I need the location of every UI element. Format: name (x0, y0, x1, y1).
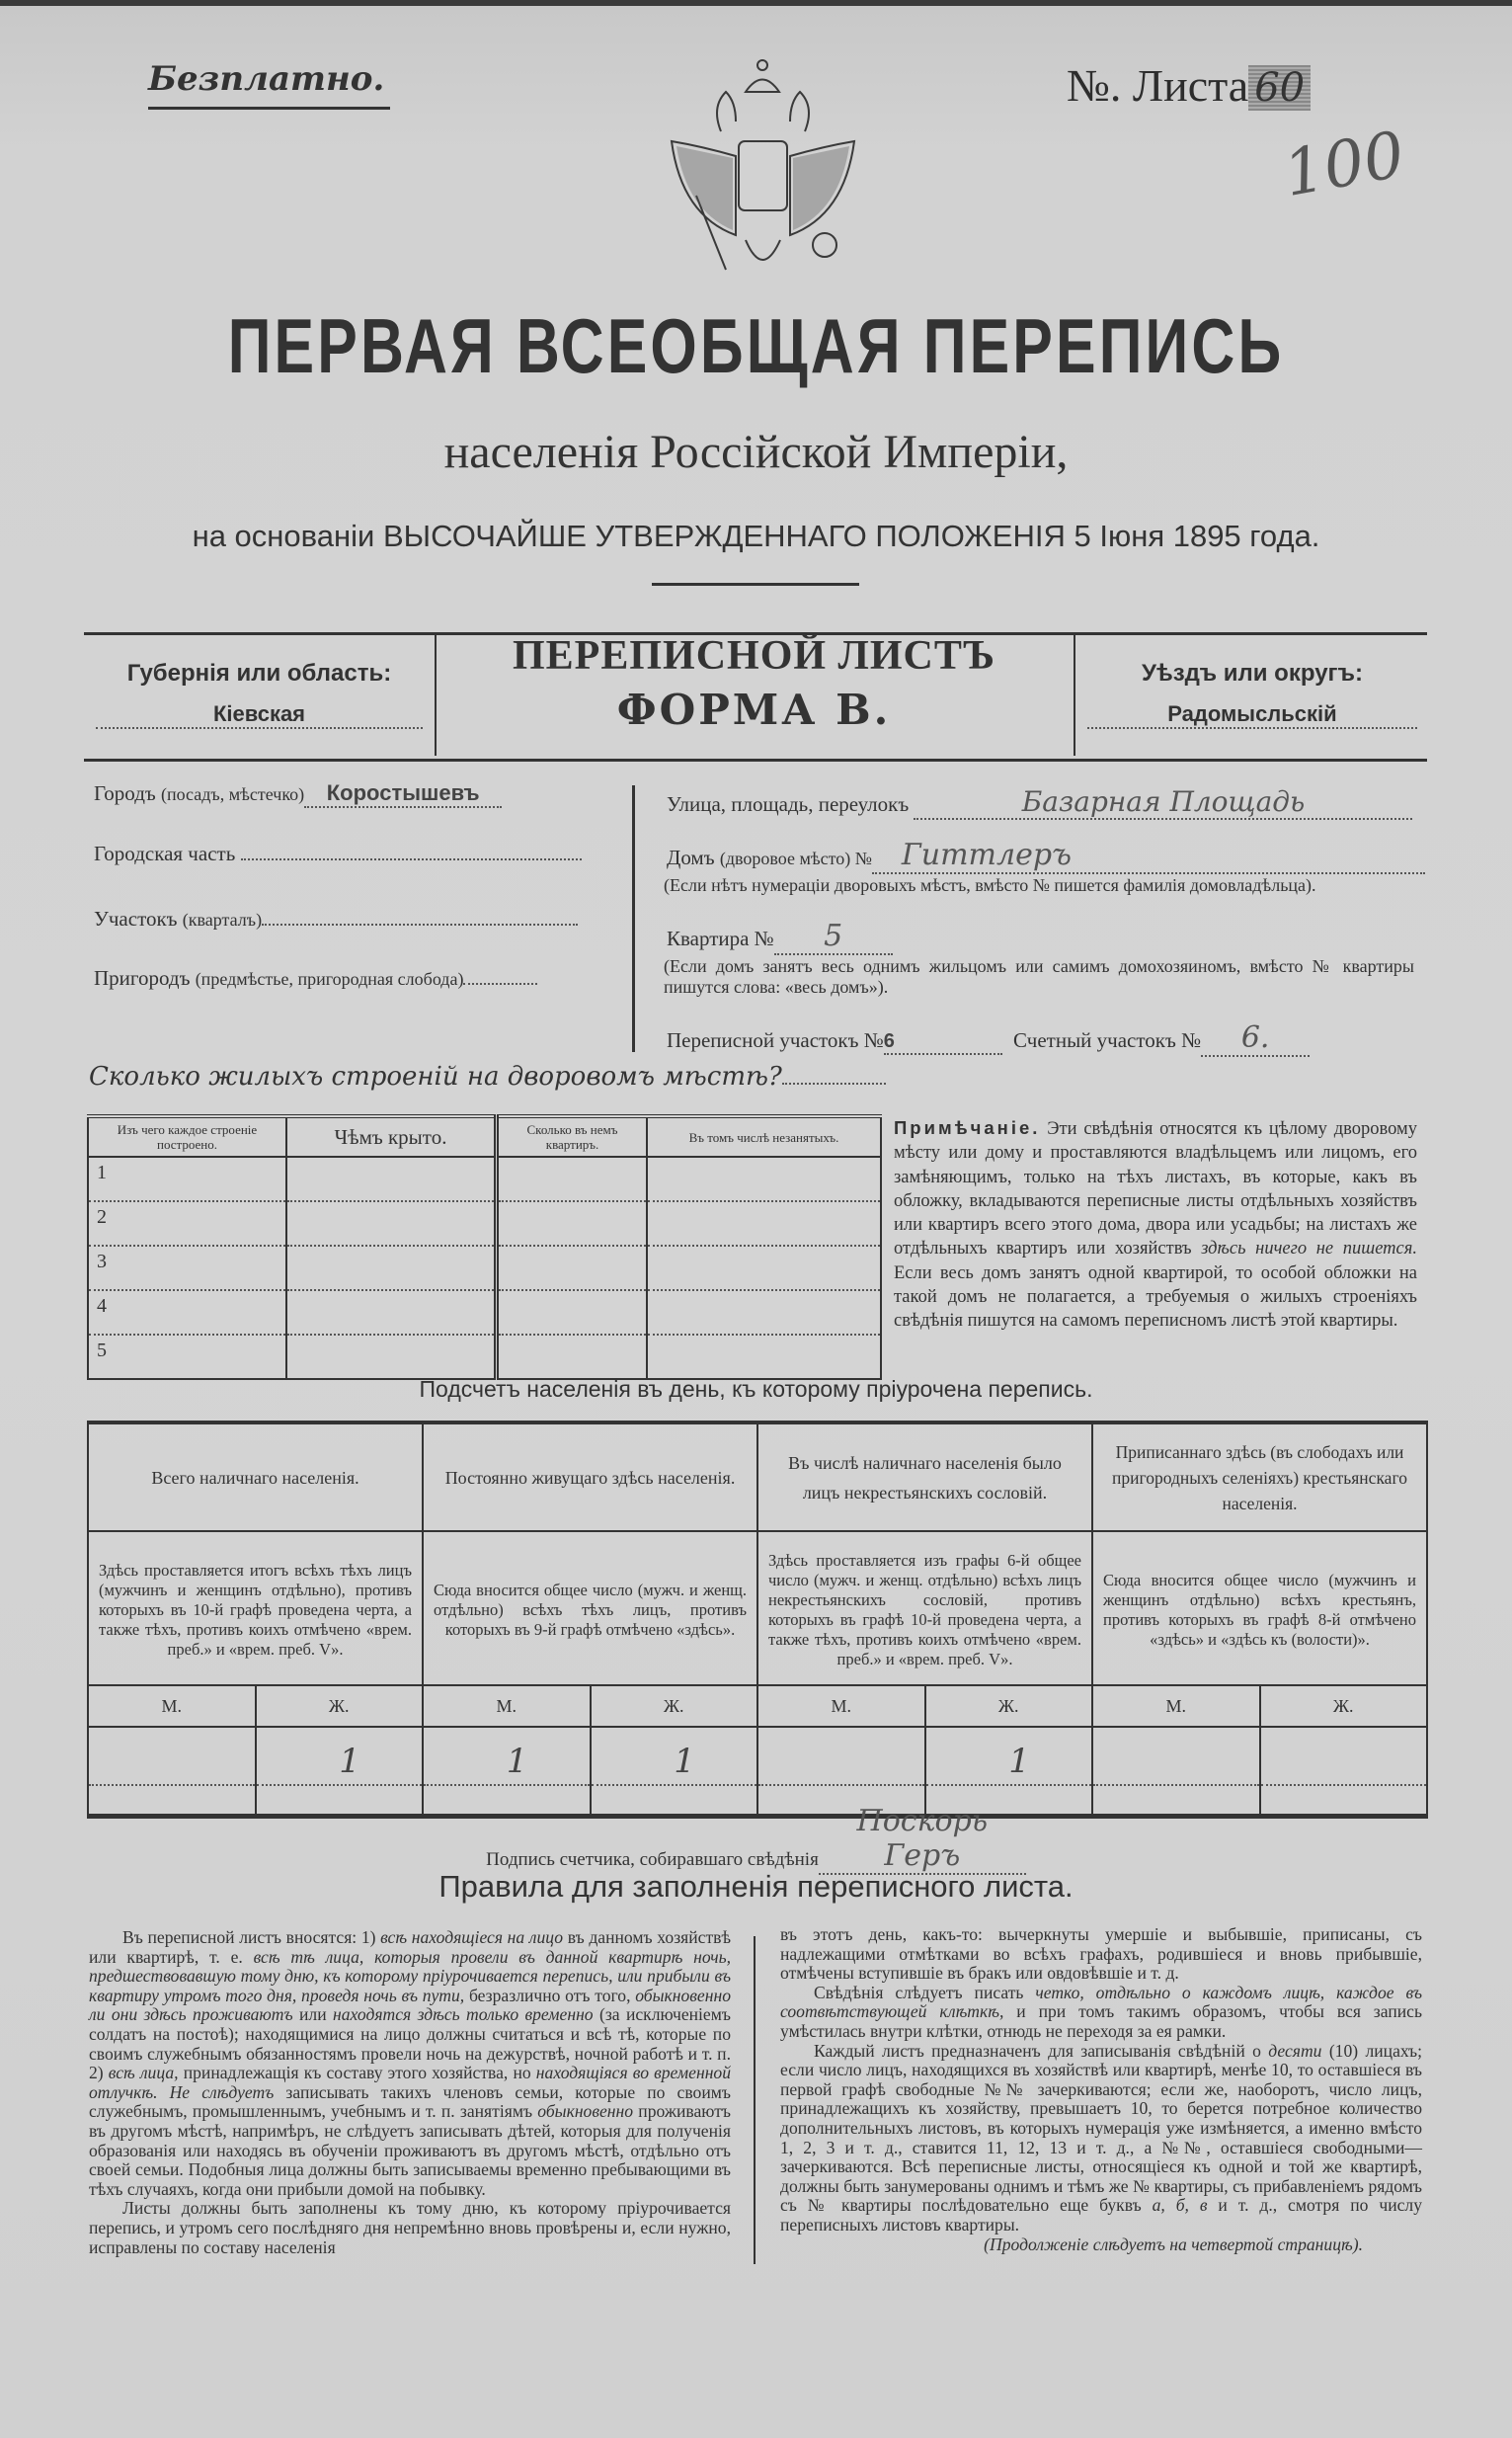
rules-paragraph (89, 1928, 731, 2199)
count-district-label: Счетный участокъ № (1013, 1028, 1202, 1052)
total-female-value: 1 (339, 1742, 360, 1781)
street-field[interactable] (914, 785, 1412, 820)
buildings-note (894, 1116, 1417, 1334)
district-cell (1074, 632, 1429, 756)
street-label: Улица, площадь, переулокъ (667, 792, 910, 816)
census-district-field[interactable] (884, 1028, 1002, 1055)
group-peasant-heading: Приписаннаго здѣсь (въ слободахъ или пригородныхъ селеніяхъ) крестьянскаго населенія. (1092, 1422, 1427, 1531)
buildings-table (87, 1114, 882, 1380)
note-text-italic: здѣсь ничего не пишется. (1201, 1239, 1417, 1260)
city-part-row (94, 842, 582, 866)
row-2-vacant[interactable] (647, 1201, 881, 1246)
text-italic: всѣ тѣ лица, которыя провели въ данной квартирѣ ночь, предшествовавшую тому дню, къ которому пріурочивается перепись, или прибыли въ квартиру утромъ того дня, проведя ночь въ пути, (89, 1946, 731, 2005)
rules-title: Правила для заполненія переписного листа. (438, 1869, 1074, 1904)
row-number: 4 (97, 1295, 107, 1317)
tail (746, 240, 780, 260)
row-number: 3 (97, 1251, 107, 1272)
group-descriptions-row (88, 1531, 1427, 1685)
table-row (88, 1290, 881, 1335)
female-label: Ж. (925, 1685, 1093, 1727)
sex-labels-row (88, 1685, 1427, 1727)
house-label: Домъ (667, 846, 715, 869)
double-headed-eagle-icon (652, 47, 874, 284)
city-part-label: Городская часть (94, 842, 236, 865)
male-label: М. (757, 1685, 925, 1727)
row-2-apartments[interactable] (497, 1201, 648, 1246)
handwritten-note: 100 (1278, 118, 1410, 212)
apartment-row (667, 919, 893, 955)
rules-right-column (780, 1925, 1422, 2254)
free-of-charge-label: Безплатно. (148, 59, 385, 99)
population-count-title: Подсчетъ населенія въ день, къ которому пріурочена перепись. (419, 1376, 1093, 1402)
apartment-label: Квартира № (667, 927, 774, 950)
row-number: 1 (97, 1162, 107, 1183)
text-italic: обыкновенно ли они здѣсь проживаютъ (89, 1985, 731, 2025)
signature-value: Поскорь Геръ (856, 1804, 989, 1873)
section-label: Участокъ (94, 907, 178, 931)
group-permanent-description: Сюда вносится общее число (мужч. и женщ. отдѣльно) всѣхъ тѣхъ лицъ, противъ которыхъ въ 9-й графѣ отмѣчено «здѣсь». (423, 1531, 757, 1685)
table-row (88, 1246, 881, 1290)
signature-label: Подпись счетчика, собиравшаго свѣдѣнія (486, 1849, 819, 1870)
text: Свѣдѣнія слѣдуетъ писать (814, 1982, 1036, 2002)
census-district-label: Переписной участокъ № (667, 1028, 884, 1052)
street-value: Базарная Площадь (1021, 785, 1306, 818)
row-1-roof[interactable] (286, 1157, 497, 1201)
row-3-roof[interactable] (286, 1246, 497, 1290)
non-peasant-female-value: 1 (1008, 1742, 1030, 1781)
sheet-number-value[interactable]: 60 (1248, 65, 1311, 111)
sheet-title-cell (435, 632, 1074, 756)
buildings-question-text: Сколько жилыхъ строеній на дворовомъ мѣстѣ? (89, 1062, 782, 1092)
buildings-header-row (88, 1116, 881, 1157)
rules-column-divider (754, 1936, 756, 2264)
group-non-peasant-description: Здѣсь проставляется изъ графы 6-й общее число (мужч. и женщ. отдѣльно) всѣхъ лицъ некрестьянскихъ сословій, противъ которыхъ въ графѣ 10-й проведена черта, а также тѣхъ, противъ коихъ отмѣчено «врем. преб.» и «врем. преб. V». (757, 1531, 1092, 1685)
female-label: Ж. (256, 1685, 424, 1727)
permanent-male-value: 1 (506, 1742, 528, 1781)
table-row (88, 1201, 881, 1246)
col-vacant: Въ томъ числѣ незанятыхъ. (647, 1116, 881, 1157)
row-2-material[interactable] (88, 1201, 286, 1246)
district-numbers-row (667, 1020, 1310, 1057)
house-value: Гиттлеръ (901, 838, 1073, 872)
suburb-label: Пригородъ (94, 966, 191, 990)
col-roof: Чѣмъ крыто. (286, 1116, 497, 1157)
col-material: Изъ чего каждое строеніе построено. (88, 1116, 286, 1157)
shield (739, 141, 787, 210)
enumerator-signature-row (0, 1804, 1512, 1875)
house-hint: (дворовое мѣсто) № (719, 849, 872, 868)
city-field[interactable] (304, 780, 502, 808)
buildings-question (89, 1062, 886, 1092)
row-4-roof[interactable] (286, 1290, 497, 1335)
street-row (667, 785, 1412, 820)
apartment-value: 5 (824, 919, 843, 953)
house-row (667, 838, 1425, 874)
permanent-female-field[interactable] (591, 1727, 758, 1817)
right-head (790, 92, 809, 131)
permanent-female-value: 1 (674, 1742, 695, 1781)
row-number: 2 (97, 1206, 107, 1228)
population-count-table (87, 1421, 1428, 1819)
row-4-material[interactable] (88, 1290, 286, 1335)
group-permanent-heading: Постоянно живущаго здѣсь населенія. (423, 1422, 757, 1531)
row-3-material[interactable] (88, 1246, 286, 1290)
row-1-material[interactable] (88, 1157, 286, 1201)
text-italic: находятся здѣсь только временно (332, 2004, 594, 2025)
signature-field[interactable] (819, 1804, 1026, 1875)
row-4-apartments[interactable] (497, 1290, 648, 1335)
buildings-answer-field[interactable] (782, 1083, 886, 1085)
district-field[interactable]: Радомысльскій (1087, 701, 1417, 729)
group-non-peasant-heading: Въ числѣ наличнаго населенія было лицъ некрестьянскихъ сословій. (757, 1422, 1092, 1531)
male-label: М. (88, 1685, 256, 1727)
location-divider (632, 785, 635, 1052)
census-district-value: 6 (883, 1030, 895, 1052)
section-row (94, 907, 578, 932)
text: и т. д., смотря по числу переписныхъ листовъ квартиры. (780, 2195, 1422, 2235)
row-3-apartments[interactable] (497, 1246, 648, 1290)
text-italic: а, б, в (1152, 2195, 1208, 2216)
table-row (88, 1335, 881, 1379)
city-stamp: Коростышевъ (326, 780, 480, 805)
text: записывать такихъ членовъ семьи, которые по своимъ служебнымъ, промышленнымъ, учебнымъ и т. п. занятіямъ (89, 2081, 731, 2122)
row-1-vacant[interactable] (647, 1157, 881, 1201)
text: проживаютъ въ другомъ мѣстѣ, напримѣръ, не слѣдуетъ записывать дѣтей, которыя для полученія образованія или находясь въ обученіи проживаютъ въ другомъ мѣстѣ, отдѣльно отъ своей семьи. Подобныя лица должны быть записываемы временно пребывающими въ тѣхъ случаяхъ, когда они прибыли домой на побывку. (89, 2101, 731, 2199)
rules-left-column (89, 1928, 731, 2257)
total-female-field[interactable] (256, 1727, 424, 1817)
note-text-2: Если весь домъ занятъ одной квартирой, то особой обложки на такой домъ не полагается, а требуемыя о жилыхъ строеніяхъ свѣдѣнія пишутся на самомъ переписномъ листѣ этой квартиры. (894, 1262, 1417, 1332)
text: (10) лицахъ; если число лицъ, находящихся въ хозяйствѣ или квартирѣ, менѣе 10, то оставшіеся въ первой графѣ свободные №№ зачеркиваются; если же, наоборотъ, число лицъ, принадлежащихъ къ хозяйству, превышаетъ 10, то берется потребное количество дополнительныхъ листовъ, въ которыхъ нумерація уже измѣняется, а именно вмѣсто 1, 2, 3 и т. д., ставится 11, 12, 13 и т. д., а №№, оставшіеся свободными—зачеркиваются. Всѣ переписные листы, относящіеся къ одной и той же квартирѣ, должны быть занумерованы однимъ и тѣмъ же № квартиры, съ прибавленіемъ рядомъ съ № квартиры послѣдовательно еще буквъ (780, 2040, 1423, 2216)
text: Въ переписной листъ вносятся: 1) (122, 1927, 381, 1947)
count-district-value: 6. (1240, 1020, 1270, 1055)
row-5-roof[interactable] (286, 1335, 497, 1379)
section-field[interactable] (262, 924, 578, 926)
total-male-field[interactable] (88, 1727, 256, 1817)
text-italic: всѣ лица, (108, 2063, 179, 2083)
orb (813, 233, 836, 257)
text: принадлежащія къ составу этого хозяйства, но (178, 2063, 536, 2083)
row-3-vacant[interactable] (647, 1246, 881, 1290)
text: (за исключеніемъ солдатъ на постоѣ); находящимися на лицо должны считаться и всѣ тѣ, которые по своимъ служебнымъ обязанностямъ провели ночь на дежурствѣ, ночной работѣ и т. п. 2) (89, 2004, 731, 2083)
city-hint: (посадъ, мѣстечко) (160, 784, 305, 804)
text: или (292, 2004, 333, 2025)
col-apartments: Сколько въ немъ квартиръ. (497, 1116, 648, 1157)
title-divider (652, 583, 859, 586)
row-5-material[interactable] (88, 1335, 286, 1379)
province-label: Губернія или область: (126, 660, 392, 687)
crown-cross (757, 60, 767, 70)
sheet-number (1067, 59, 1311, 112)
text: въ данномъ хозяйствѣ или квартирѣ, т. е. (89, 1927, 732, 1967)
rules-paragraph: Листы должны быть заполнены къ тому дню, къ которому пріурочивается перепись, и утромъ сего послѣдняго дня непремѣнно вновь провѣрены и, если нужно, исправлены по составу населенія (89, 2198, 731, 2257)
form-label: ФОРМА В. (616, 686, 892, 734)
group-peasant-description: Сюда вносится общее число (мужчинъ и женщинъ отдѣльно) всѣхъ крестьянъ, противъ которыхъ въ графѣ 8-й отмѣчено «здѣсь» и «здѣсь къ (волости)». (1092, 1531, 1427, 1685)
row-5-vacant[interactable] (647, 1335, 881, 1379)
rules-paragraph (780, 1984, 1422, 2042)
peasant-female-field[interactable] (1260, 1727, 1428, 1817)
legal-basis: на основаніи ВЫСОЧАЙШЕ УТВЕРЖДЕННАГО ПОЛОЖЕНІЯ 5 Іюня 1895 года. (192, 519, 1320, 553)
section-hint: (кварталъ) (182, 910, 263, 930)
male-label: М. (423, 1685, 591, 1727)
continued-note: (Продолженіе слѣдуетъ на четвертой страницѣ). (984, 2234, 1363, 2254)
count-values-row (88, 1727, 1427, 1817)
text: Каждый листъ предназначенъ для записыванія свѣдѣній о (814, 2040, 1269, 2061)
subtitle: населенія Россійской Имперіи, (443, 426, 1069, 478)
row-1-apartments[interactable] (497, 1157, 648, 1201)
main-title: ПЕРВАЯ ВСЕОБЩАЯ ПЕРЕПИСЬ (227, 302, 1285, 389)
suburb-hint: (предмѣстье, пригородная слобода) (195, 969, 464, 989)
city-part-field[interactable] (241, 858, 582, 860)
non-peasant-male-field[interactable] (757, 1727, 925, 1817)
female-label: Ж. (591, 1685, 758, 1727)
row-4-vacant[interactable] (647, 1290, 881, 1335)
row-5-apartments[interactable] (497, 1335, 648, 1379)
province-field[interactable]: Кіевская (96, 701, 423, 729)
city-label: Городъ (94, 781, 156, 805)
group-total-description: Здѣсь проставляется итогъ всѣхъ тѣхъ лицъ (мужчинъ и женщинъ отдѣльно), противъ которыхъ въ 10-й графѣ проведена черта, а также тѣхъ, противъ коихъ отмѣчено «врем. преб.» и «врем. преб. V». (88, 1531, 423, 1685)
suburb-row (94, 966, 537, 991)
text-italic: всѣ находящіеся на лицо (380, 1927, 564, 1947)
group-total-heading: Всего наличнаго населенія. (88, 1422, 423, 1531)
suburb-field[interactable] (463, 983, 537, 985)
text-italic: находящіяся во временной отлучкѣ. Не слѣдуетъ (89, 2063, 732, 2102)
house-note: (Если нѣтъ нумераціи дворовыхъ мѣстъ, вмѣсто № пишется фамилія домовладѣльца). (664, 875, 1316, 895)
apartment-note: (Если домъ занятъ весь однимъ жильцомъ или самимъ домохозяиномъ, вмѣсто № квартиры пишутся слова: «весь домъ»). (664, 956, 1414, 997)
text-italic: десяти (1268, 2040, 1322, 2061)
table-row (88, 1157, 881, 1201)
female-label: Ж. (1260, 1685, 1428, 1727)
note-text-1: Эти свѣдѣнія относятся къ цѣлому дворовому мѣсту или дому и проставляются владѣльцемъ или лицомъ, его замѣняющимъ, только на тѣхъ листахъ, въ которые, какъ въ обложку, вкладываются переписные листы отдѣльныхъ хозяйствъ или квартиръ всего этого дома, двора или усадьбы; на листахъ же отдѣльныхъ квартиръ или хозяйствъ (894, 1119, 1417, 1260)
row-number: 5 (97, 1340, 107, 1361)
row-2-roof[interactable] (286, 1201, 497, 1246)
free-underline (148, 107, 390, 110)
province-cell (84, 632, 437, 756)
text: и при томъ такимъ образомъ, чтобы вся запись умѣстилась внутри клѣтки, отнюдь не переходя за ея рамки. (780, 2001, 1423, 2041)
count-district-field[interactable] (1201, 1020, 1310, 1057)
apartment-field[interactable] (774, 919, 893, 955)
sheet-number-label: №. Листа (1067, 60, 1249, 111)
non-peasant-female-field[interactable] (925, 1727, 1093, 1817)
rules-paragraph: въ этотъ день, какъ-то: вычеркнуты умершіе и выбывшіе, приписаны, съ надлежащими отмѣтками во всѣхъ графахъ, родившіеся и вновь прибывшіе, отмѣчены вступившіе въ бракъ или овдовѣвшіе и т. д. (780, 1924, 1422, 1984)
crown-top (746, 80, 779, 93)
text-italic: обыкновенно (537, 2101, 634, 2122)
male-label: М. (1092, 1685, 1260, 1727)
permanent-male-field[interactable] (423, 1727, 591, 1817)
text: безразлично отъ того, (464, 1985, 636, 2005)
district-label: Уѣздъ или округъ: (1141, 660, 1364, 687)
note-label: Примѣчаніе. (894, 1117, 1041, 1138)
left-head (717, 92, 736, 131)
sheet-title: ПЕРЕПИСНОЙ ЛИСТЪ (513, 633, 995, 679)
city-row (94, 780, 502, 808)
text-italic: четко, отдѣльно о каждомъ лицѣ, каждое въ соотвѣтствующей клѣткѣ, (780, 1982, 1422, 2022)
rules-paragraph (780, 2042, 1422, 2235)
peasant-male-field[interactable] (1092, 1727, 1260, 1817)
group-headings-row (88, 1422, 1427, 1531)
house-field[interactable] (872, 838, 1425, 874)
